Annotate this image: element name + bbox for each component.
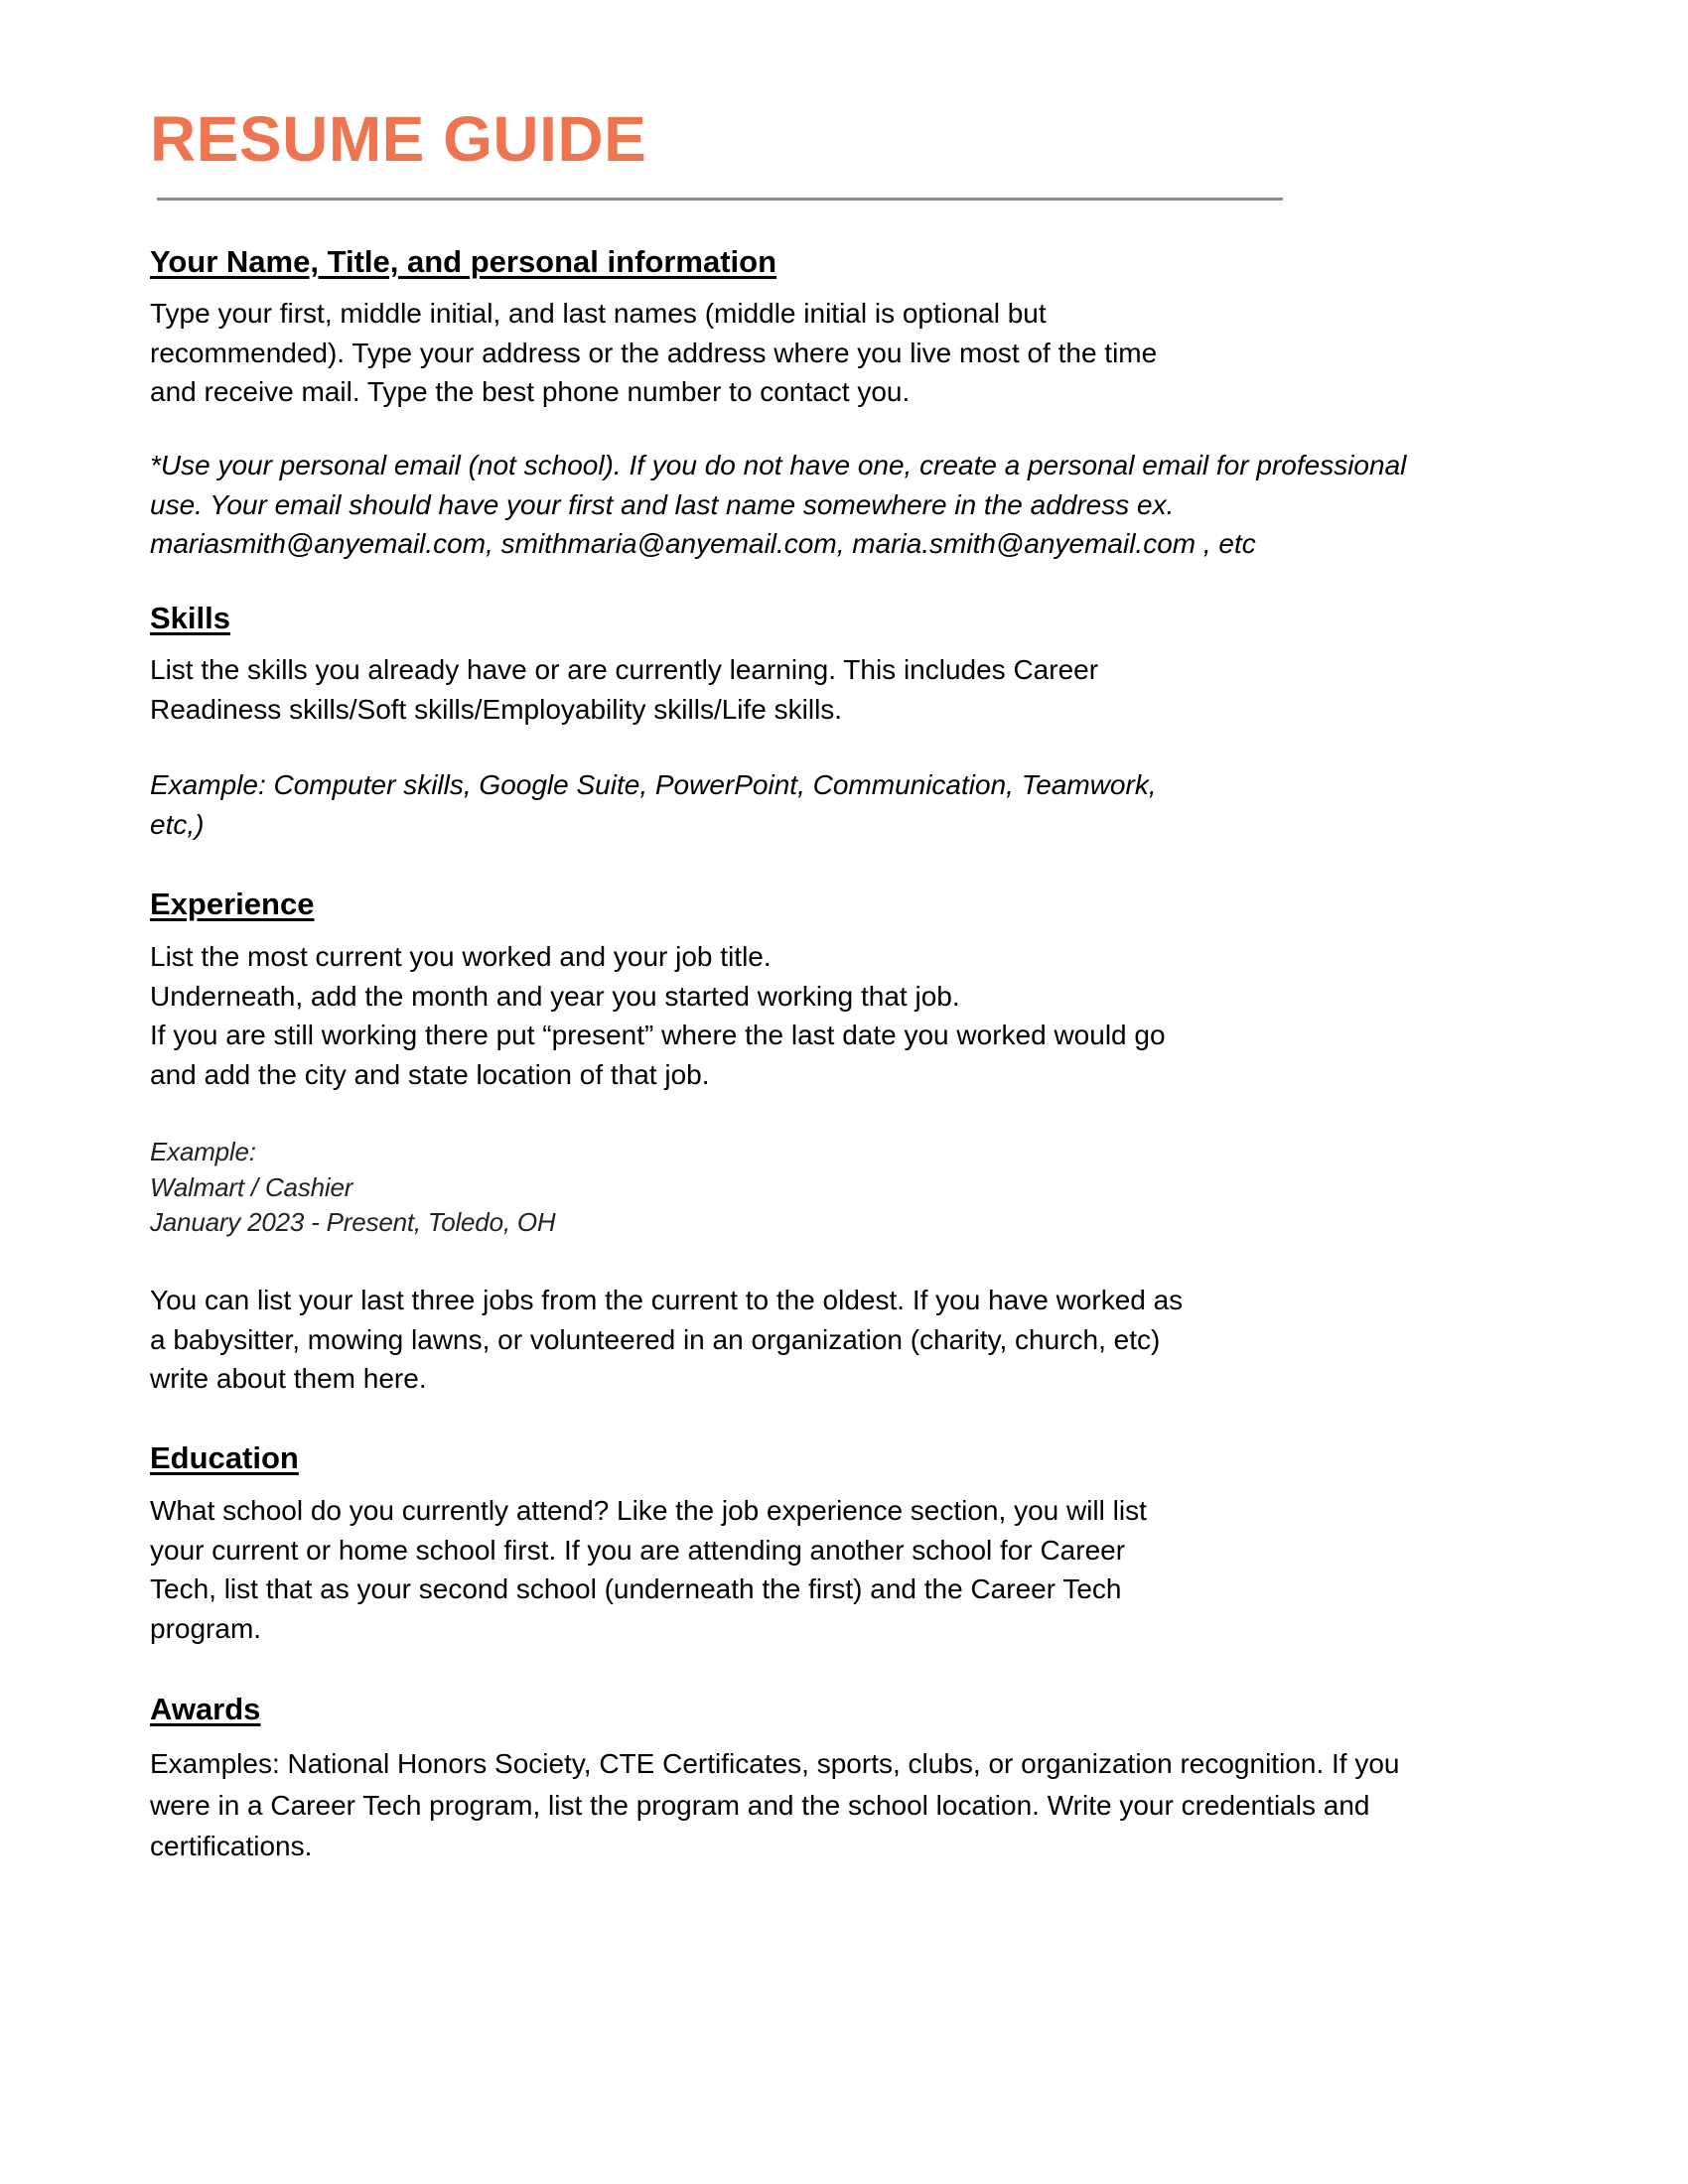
text-line: certifications. — [150, 1831, 313, 1861]
document-title: RESUME GUIDE — [150, 103, 647, 175]
text-line: Type your first, middle initial, and last names (middle initial is optional but — [150, 298, 1047, 329]
text-line: Examples: National Honors Society, CTE Certificates, sports, clubs, or organization recognition. If you — [150, 1748, 1400, 1779]
text-line: You can list your last three jobs from the current to the oldest. If you have worked as — [150, 1285, 1184, 1315]
text-line: and receive mail. Type the best phone number to contact you. — [150, 376, 911, 407]
text-line: Underneath, add the month and year you started working that job. — [150, 980, 960, 1012]
skills-example — [150, 765, 1157, 844]
title-divider — [157, 198, 1283, 201]
text-line: Example: — [150, 1137, 256, 1166]
text-line: What school do you currently attend? Like the job experience section, you will list — [150, 1495, 1147, 1526]
text-line: Readiness skills/Soft skills/Employability skills/Life skills. — [150, 693, 843, 725]
text-line: your current or home school first. If you are attending another school for Career — [150, 1534, 1126, 1566]
text-line: January 2023 - Present, Toledo, OH — [150, 1207, 556, 1237]
experience-body — [150, 937, 1166, 1094]
text-line: use. Your email should have your first and last name somewhere in the address ex. — [150, 488, 1175, 520]
text-line: a babysitter, mowing lawns, or volunteered in an organization (charity, church, etc) — [150, 1323, 1161, 1355]
email-note — [150, 446, 1406, 564]
text-line: recommended). Type your address or the address where you live most of the time — [150, 337, 1158, 368]
heading-awards: Awards — [150, 1692, 261, 1726]
text-line: Example: Computer skills, Google Suite, PowerPoint, Communication, Teamwork, — [150, 769, 1157, 800]
skills-body — [150, 650, 1098, 729]
text-line: mariasmith@anyemail.com, smithmaria@anyemail.com, maria.smith@anyemail.com , etc — [150, 528, 1256, 559]
text-line: etc,) — [150, 808, 205, 840]
text-line: If you are still working there put “present” where the last date you worked would go — [150, 1020, 1166, 1050]
text-line: List the skills you already have or are currently learning. This includes Career — [150, 654, 1099, 685]
heading-skills: Skills — [150, 601, 230, 635]
awards-body — [150, 1743, 1399, 1867]
text-line: program. — [150, 1612, 262, 1644]
text-line: Tech, list that as your second school (underneath the first) and the Career Tech — [150, 1573, 1122, 1604]
text-line: Walmart / Cashier — [150, 1171, 353, 1202]
heading-experience: Experience — [150, 887, 315, 921]
text-line: List the most current you worked and your job title. — [150, 941, 772, 972]
education-body — [150, 1491, 1147, 1648]
heading-personal-info: Your Name, Title, and personal information — [150, 244, 777, 279]
text-line: write about them here. — [150, 1363, 427, 1394]
personal-info-body — [150, 294, 1157, 412]
experience-more — [150, 1281, 1183, 1399]
text-line: and add the city and state location of that job. — [150, 1058, 710, 1090]
text-line: were in a Career Tech program, list the program and the school location. Write your credentials and — [150, 1789, 1370, 1821]
text-line: *Use your personal email (not school). If you do not have one, create a personal email for professional — [150, 450, 1407, 480]
experience-example — [150, 1135, 555, 1241]
heading-education: Education — [150, 1440, 299, 1475]
